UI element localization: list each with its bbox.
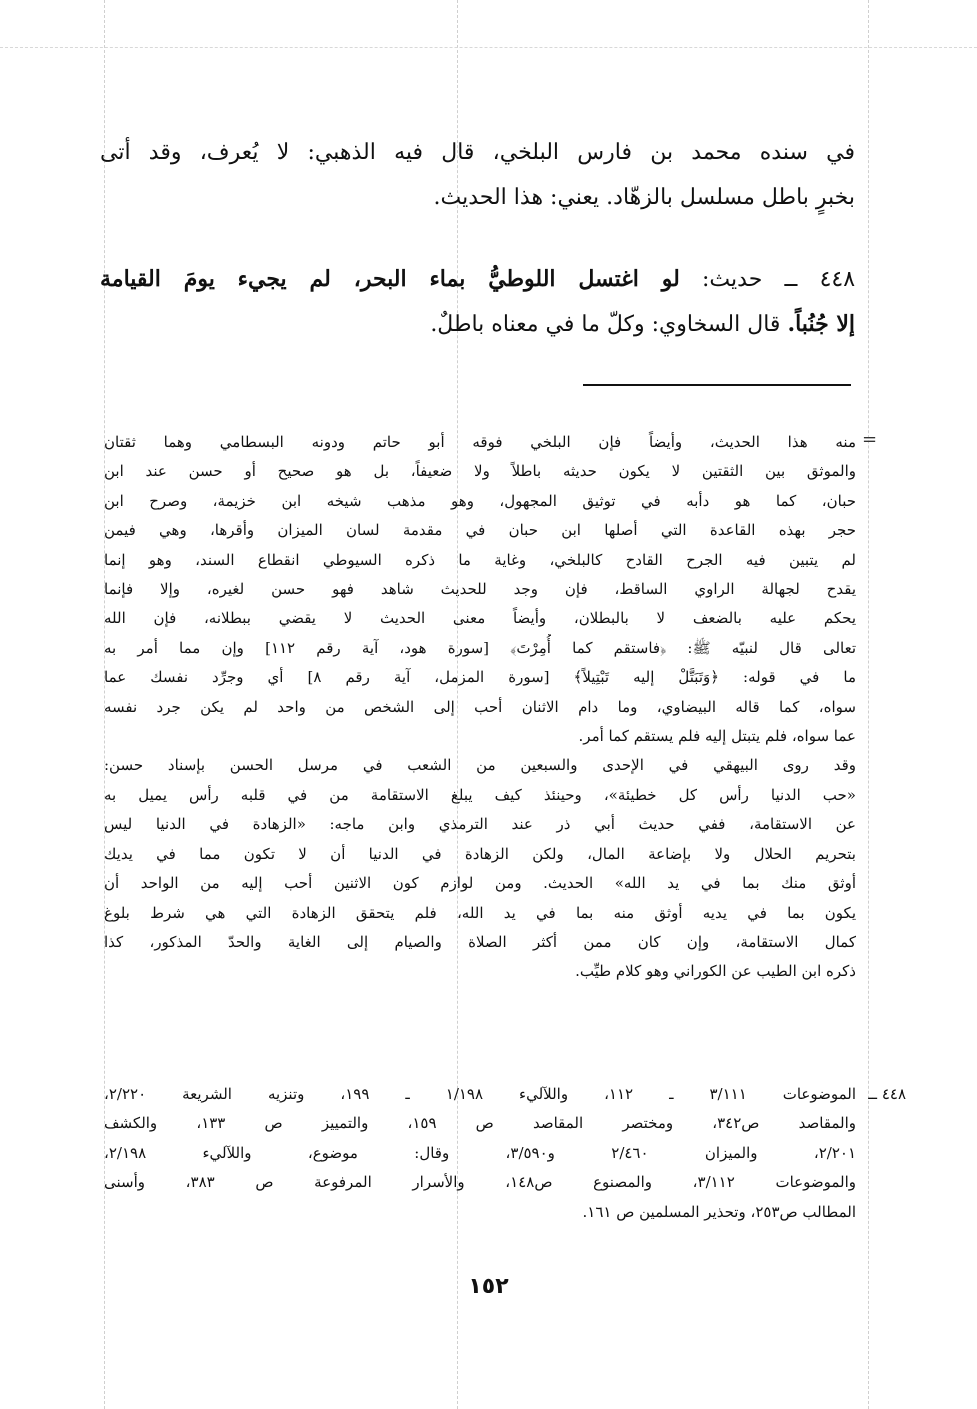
footnote-number: ٤٤٨ ــ	[868, 1085, 906, 1103]
footnote-line: أوثق منك بما في يد الله» الحديث. ومن لوازم كون الاثنين أحب إليه من الواحد أن	[104, 874, 856, 893]
footnote-line: ذكره ابن الطيب عن الكوراني وهو كلام طيِّب.	[575, 962, 856, 981]
page-number: ١٥٢	[468, 1274, 509, 1299]
footnote-line: المطالب ص٢٥٣، وتحذير المسلمين ص ١٦١.	[582, 1202, 856, 1221]
footnote-continuation-marker: =	[862, 429, 878, 450]
footnote-line: والموثق بين الثقتين لا يكون حديثه باطلاً ولا ضعيفاً، بل هو صحيح أو حسن عند ابن	[104, 462, 856, 481]
hadith-verdict: قال السخاوي: وكلّ ما في معناه باطلٌ.	[430, 312, 788, 337]
main-paragraph-1	[100, 130, 855, 220]
footnote-line: والمقاصد ص٣٤٢، ومختصر المقاصد ص ١٥٩، والتمييز ص ١٣٣، والكشف	[104, 1114, 856, 1133]
hadith-number: ٤٤٨ ــ حديث:	[679, 267, 856, 292]
footnote-448	[104, 1080, 906, 1227]
text-line	[100, 257, 855, 302]
hadith-entry-448	[100, 257, 855, 347]
footnote-line: منه هذا الحديث، وأيضاً فإن البلخي فوقه أبو حاتم ودونه البسطامي وهما ثقتان	[104, 433, 856, 451]
footnote-continued	[104, 428, 856, 987]
footnote-line: والموضوعات ٣/١١٢، والمصنوع ص١٤٨، والأسرار المرفوعة ص ٣٨٣، وأسنى	[104, 1173, 856, 1192]
text-line: بخبرٍ باطل مسلسل بالزهّاد. يعني: هذا الحديث.	[433, 185, 855, 210]
footnote-line: عن الاستقامة، ففي حديث أبي ذر عند الترمذي وابن ماجه: «الزهادة في الدنيا ليس	[104, 815, 856, 834]
footnote-line: حجر بهذه القاعدة التي أصلها ابن حبان في مقدمة لسان الميزان وأقرها، وهي فيمن	[104, 521, 856, 540]
text-line: في سنده محمد بن فارس البلخي، قال فيه الذهبي: لا يُعرف، وقد أتى	[100, 140, 855, 165]
footnote-line: وقد روى البيهقي في الإحدى والسبعين من الشعب في مرسل الحسن بإسناد حسن:	[104, 756, 856, 775]
footnote-line: يحكم عليه بالضعف لا بالبطلان، وأيضاً معنى الحديث لا يقضي ببطلانه، فإن الله	[104, 609, 856, 628]
footnote-line: الموضوعات ٣/١١١ ـ ١١٢، واللآليء ١/١٩٨ ـ ١٩٩، وتنزيه الشريعة ٢/٢٢٠،	[104, 1085, 856, 1103]
scan-guide-line	[0, 47, 977, 48]
footnote-line: تعالى قال لنبيّه ﷺ: ﴿فاستقم كما أُمِرْتَ﴾ [سورة هود، آية رقم ١١٢] وإن مما أمر به	[104, 638, 856, 657]
footnote-line: كمال الاستقامة، وإن كان ممن أكثر الصلاة والصيام إلى الغاية والحدّ المذكور، كذا	[104, 932, 856, 951]
footnote-line: يقدح لجهالة الراوي الساقط، فإن وجد للحديث شاهد فهو حسن لغيره، وإلا فإنما	[104, 580, 856, 599]
footnote-line: ما في قوله: ﴿وَتَبَتَّلْ إليه تَبْتِيلاً﴾ [سورة المزمل، آية رقم ٨] أي وجرِّد نفسك عما	[104, 668, 856, 687]
footnote-line: عما سواه، فلم يتبتل إليه فلم يستقم كما أمر.	[578, 727, 856, 746]
footnote-line: يكون بما في يديه أوثق منه بما في يد الله، فلم يتحقق الزهادة التي هي شرط بلوغ	[104, 903, 856, 922]
footnote-line: حبان، كما هو دأبه في توثيق المجهول، وهو مذهب شيخه ابن خزيمة، وصرح ابن	[104, 491, 856, 510]
footnote-line: لم يتبين فيه الجرح القادح كالبلخي، وغاية ما ذكره السيوطي انقطاع السند، وهو إنما	[104, 550, 856, 569]
footnote-separator	[583, 384, 851, 386]
hadith-text: إلا جُنُباً.	[787, 311, 855, 337]
footnote-line: بتحريم الحلال ولا بإضاعة المال، ولكن الزهادة في الدنيا أن لا تكون مما في يديك	[104, 844, 856, 863]
footnote-line: «حب الدنيا رأس كل خطيئة»، وحينئذ كيف يبلغ الاستقامة من في قلبه رأس يميل به	[104, 785, 856, 804]
scan-guide-line	[868, 0, 869, 1409]
footnote-line: ٢/٢٠١، والميزان ٢/٤٦٠ و٣/٥٩٠، وقال: موضوع، واللآليء ٢/١٩٨،	[104, 1143, 856, 1162]
footnote-line: سواه، كما قاله البيضاوي، وما دام الاثنان أحب إلى الشخص من واحد لم يكن جرد نفسه	[104, 697, 856, 716]
text-line	[100, 302, 855, 347]
hadith-text: لو اغتسل اللوطيُّ بماء البحر، لم يجيء يومَ القيامة	[100, 266, 680, 292]
